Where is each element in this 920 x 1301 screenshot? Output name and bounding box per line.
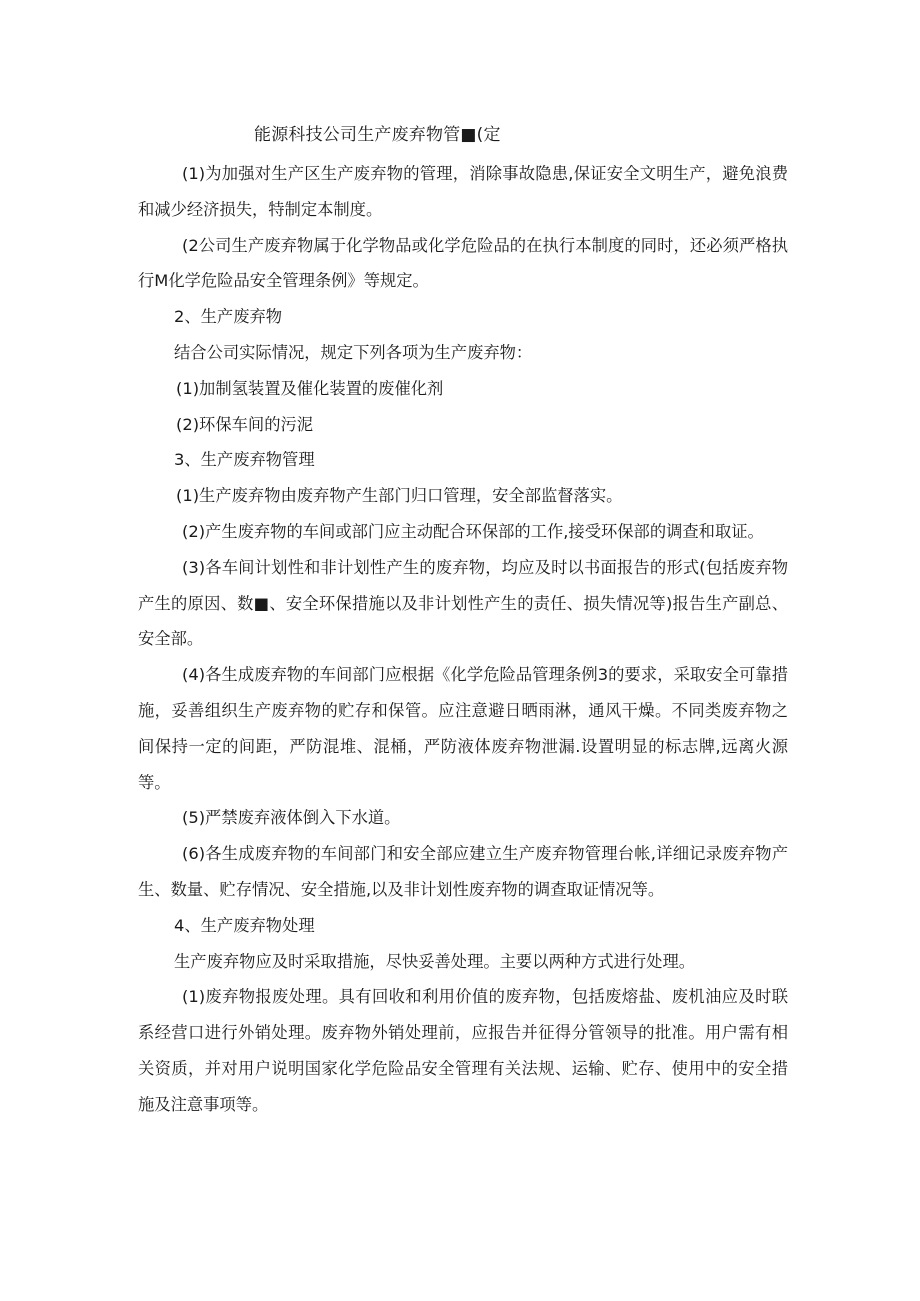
section-heading-4: 4、生产废弃物处理 <box>174 915 315 935</box>
document-title: 能源科技公司生产废弃物管■(定 <box>254 125 501 145</box>
list-item-management-3: (3)各车间计划性和非计划性产生的废弃物，均应及时以书面报告的形式(包括废弃物产生的原因、数■、安全环保措施以及非计划性产生的责任、损失情况等)报告生产副总、安全部。 <box>138 557 788 649</box>
list-item-management-1: (1)生产废弃物由废弃物产生部门归口管理，安全部监督落实。 <box>176 486 623 506</box>
list-item-catalyst: (1)加制氢装置及催化装置的废催化剂 <box>176 378 444 398</box>
list-item-management-2: (2)产生废弃物的车间或部门应主动配合环保部的工作,接受环保部的调查和取证。 <box>182 521 764 541</box>
paragraph-scope: (2公司生产废弃物属于化学物品或化学危险品的在执行本制度的同时，还必须严格执行M化学危险品安全管理条例》等规定。 <box>138 235 788 291</box>
list-item-management-6: (6)各生成废弃物的车间部门和安全部应建立生产废弃物管理台帐,详细记录废弃物产生、数量、贮存情况、安全措施,以及非计划性废弃物的调查取证情况等。 <box>138 844 788 899</box>
document-body <box>138 156 788 1123</box>
list-item-sludge: (2)环保车间的污泥 <box>176 414 314 434</box>
list-item-management-5: (5)严禁废弃液体倒入下水道。 <box>182 808 401 828</box>
section-heading-3: 3、生产废弃物管理 <box>174 450 315 470</box>
list-item-management-4: (4)各生成废弃物的车间部门应根据《化学危险品管理条例3的要求，采取安全可靠措施，妥善组织生产废弃物的贮存和保管。应注意避日晒雨淋，通风干燥。不同类废弃物之间保持一定的间距，严防混堆、混桶，严防液体废弃物泄漏.设置明显的标志牌,远离火源等。 <box>138 665 788 792</box>
list-item-disposal-1: (1)废弃物报废处理。具有回收和利用价值的废弃物，包括废熔盐、废机油应及时联系经营口进行外销处理。废弃物外销处理前，应报告并征得分管领导的批准。用户需有相关资质，并对用户说明国家化学危险品安全管理有关法规、运输、贮存、使用中的安全措施及注意事项等。 <box>138 987 788 1114</box>
paragraph-definition: 结合公司实际情况，规定下列各项为生产废弃物： <box>174 342 533 362</box>
section-heading-2: 2、生产废弃物 <box>174 307 283 327</box>
paragraph-purpose: (1)为加强对生产区生产废弃物的管理，消除事故隐患,保证安全文明生产，避免浪费和减少经济损失，特制定本制度。 <box>138 164 788 219</box>
paragraph-disposal-intro: 生产废弃物应及时采取措施，尽快妥善处理。主要以两种方式进行处理。 <box>174 951 696 971</box>
